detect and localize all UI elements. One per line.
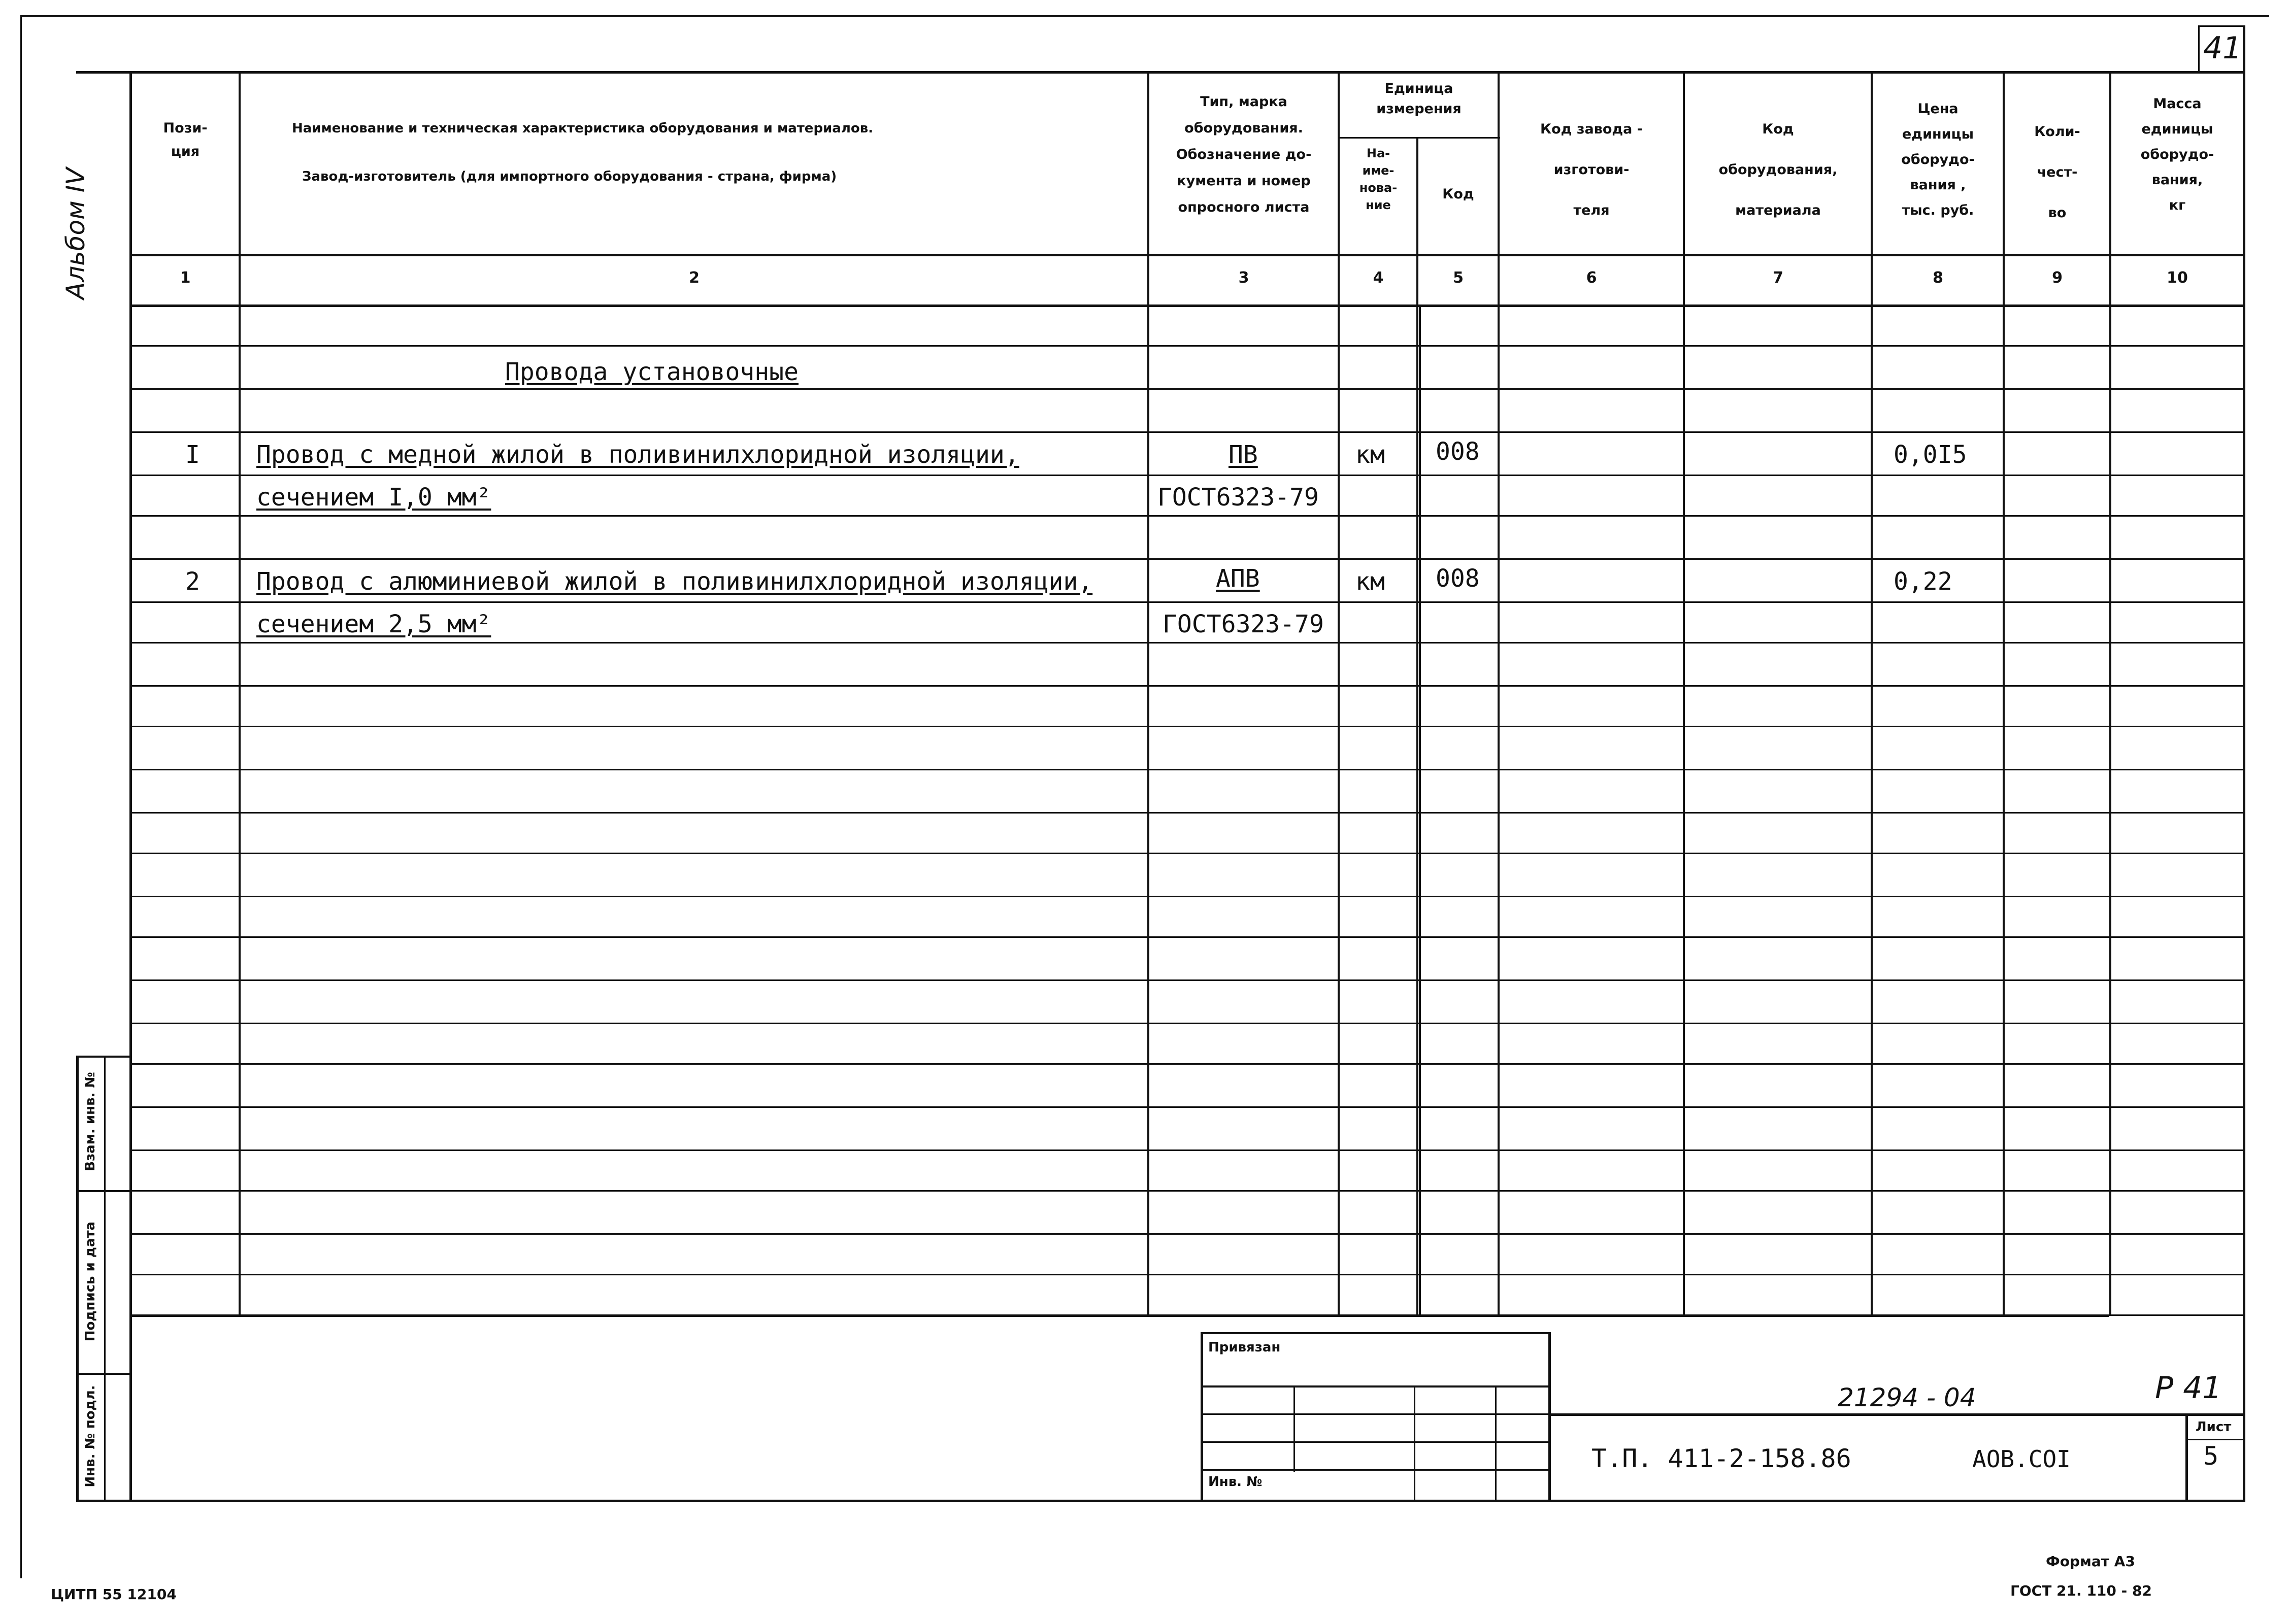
row-divider	[1338, 137, 1500, 139]
colnum-5: 5	[1453, 269, 1464, 287]
stamp-row1	[1201, 1385, 1551, 1388]
header-unit-code: Код	[1442, 186, 1474, 202]
row-divider	[129, 431, 2244, 433]
colnum-4: 4	[1373, 269, 1384, 287]
row-divider	[129, 1190, 2244, 1192]
stamp-sheet-left	[2185, 1413, 2188, 1502]
stamp-handwritten: Р 41	[2155, 1370, 2222, 1406]
header-name-line2: Завод-изготовитель (для импортного оборудования - страна, фирма)	[302, 169, 837, 184]
header-name-line1: Наименование и техническая характеристика оборудования и материалов.	[292, 121, 874, 136]
stamp-mark: АОВ.СОI	[1972, 1445, 2071, 1473]
row-divider	[129, 515, 2244, 517]
stamp-col3	[1495, 1385, 1497, 1502]
album-label: Альбом IV	[61, 167, 90, 299]
side-label-signature-date: Подпись и дата	[83, 1221, 98, 1342]
column-divider	[1683, 74, 1685, 1314]
row-divider	[129, 1149, 2244, 1151]
stamp-col2	[1414, 1385, 1415, 1502]
row3-code: 008	[1436, 564, 1480, 593]
frame-right	[2243, 25, 2245, 1502]
row-divider	[129, 1233, 2244, 1235]
footer-gost: ГОСТ 21. 110 - 82	[2010, 1582, 2152, 1599]
row3-price: 0,22	[1894, 567, 1952, 596]
row-divider	[129, 1274, 2244, 1275]
column-divider	[1498, 74, 1500, 1314]
row-divider	[129, 896, 2244, 897]
row-divider	[129, 1023, 2244, 1024]
header-factory-code: Код завода - изготови- теля	[1540, 121, 1643, 218]
section-title: Провода установочные	[505, 358, 799, 386]
row-divider	[129, 254, 2244, 256]
header-type: Тип, марка оборудования. Обозначение до- кумента и номер опросного листа	[1176, 94, 1312, 215]
side-strip-mid	[104, 1056, 106, 1502]
header-position: Пози- ция	[163, 120, 208, 159]
frame-top	[76, 71, 2244, 74]
colnum-3: 3	[1238, 269, 1249, 287]
row-divider	[129, 1063, 2244, 1065]
header-price: Цена единицы оборудо- вания , тыс. руб.	[1901, 101, 1975, 218]
row-divider	[129, 979, 2244, 981]
stamp-main-divider	[1548, 1413, 2244, 1416]
stamp-row3	[1201, 1441, 1551, 1443]
stamp-sheet-divider	[2185, 1439, 2244, 1440]
side-label-inv-original: Инв. № подл.	[83, 1385, 98, 1487]
row-divider	[129, 853, 2244, 854]
row1-type: ПВ	[1229, 441, 1258, 469]
colnum-10: 10	[2167, 269, 2188, 287]
row1-unit: км	[1355, 441, 1385, 469]
row-divider	[129, 769, 2244, 770]
row-divider	[129, 726, 2244, 727]
page-box-top	[2198, 25, 2244, 27]
stamp-top	[1201, 1332, 1551, 1334]
row-divider	[129, 812, 2244, 814]
side-strip-left	[76, 1056, 79, 1502]
row1-name: Провод с медной жилой в поливинилхлоридной изоляции,	[256, 441, 1019, 469]
row3-position: 2	[185, 567, 200, 596]
row2-type: ГОСТ6323-79	[1157, 483, 1319, 512]
stamp-row4	[1201, 1469, 1551, 1471]
stamp-privyazan: Привязан	[1208, 1340, 1281, 1355]
stamp-row2	[1201, 1413, 1551, 1415]
colnum-1: 1	[180, 269, 191, 287]
sheet-left-edge	[20, 15, 22, 1578]
page-number: 41	[2203, 30, 2242, 66]
row-divider	[129, 601, 2244, 603]
row1-price: 0,0I5	[1894, 441, 1967, 469]
row-divider	[129, 345, 2244, 347]
column-divider	[1338, 74, 1340, 1314]
header-quantity: Коли- чест- во	[2034, 124, 2080, 221]
colnum-9: 9	[2052, 269, 2063, 287]
stamp-left	[1201, 1332, 1203, 1502]
row3-type: АПВ	[1216, 564, 1260, 593]
row-divider	[129, 388, 2244, 390]
header-mass: Масса единицы оборудо- вания, кг	[2140, 96, 2214, 213]
colnum-7: 7	[1773, 269, 1783, 287]
row-divider	[129, 304, 2244, 307]
column-divider	[1147, 74, 1149, 1314]
colnum-8: 8	[1933, 269, 1943, 287]
column-divider	[1871, 74, 1873, 1314]
side-strip-sep1	[76, 1190, 132, 1192]
stamp-doc-code: Т.П. 411-2-158.86	[1591, 1444, 1851, 1473]
row-divider	[129, 642, 2244, 644]
row-divider	[129, 1106, 2244, 1108]
header-unit-group: Единица измерения	[1376, 81, 1462, 117]
stamp-inv-no: Инв. №	[1208, 1474, 1263, 1490]
stamp-sheet-label: Лист	[2196, 1419, 2232, 1435]
colnum-2: 2	[689, 269, 700, 287]
footer-left: ЦИТП 55 12104	[51, 1586, 177, 1603]
column-divider	[2003, 74, 2005, 1314]
row4-name: сечением 2,5 мм²	[256, 610, 491, 638]
page-box-left	[2198, 25, 2200, 74]
row-divider	[129, 685, 2244, 687]
row3-name: Провод с алюминиевой жилой в поливинилхлоридной изоляции,	[256, 567, 1093, 596]
row2-name: сечением I,0 мм²	[256, 483, 491, 512]
row-divider	[129, 558, 2244, 560]
side-strip-sep2	[76, 1373, 132, 1375]
row-divider	[129, 1314, 2109, 1317]
stamp-col1	[1293, 1385, 1295, 1472]
stamp-number: 21294 - 04	[1838, 1383, 1976, 1412]
row1-position: I	[185, 441, 200, 469]
row-divider	[129, 475, 2244, 476]
row-divider	[129, 936, 2244, 938]
row1-code: 008	[1436, 437, 1480, 466]
stamp-mid-right	[1548, 1332, 1551, 1502]
column-divider	[1419, 304, 1421, 1314]
colnum-6: 6	[1586, 269, 1597, 287]
header-unit-name: На- име- нова- ние	[1359, 146, 1398, 212]
column-divider	[239, 74, 241, 1314]
column-divider	[2109, 74, 2111, 1314]
side-label-replace-inv: Взам. инв. №	[83, 1072, 98, 1171]
frame-bottom	[76, 1500, 2245, 1502]
row4-type: ГОСТ6323-79	[1163, 610, 1324, 638]
footer-format: Формат А3	[2046, 1553, 2135, 1570]
stamp-sheet-number: 5	[2203, 1441, 2219, 1471]
header-equipment-code: Код оборудования, материала	[1718, 121, 1838, 218]
row3-unit: км	[1355, 567, 1385, 596]
sheet-top-edge	[20, 15, 2269, 17]
